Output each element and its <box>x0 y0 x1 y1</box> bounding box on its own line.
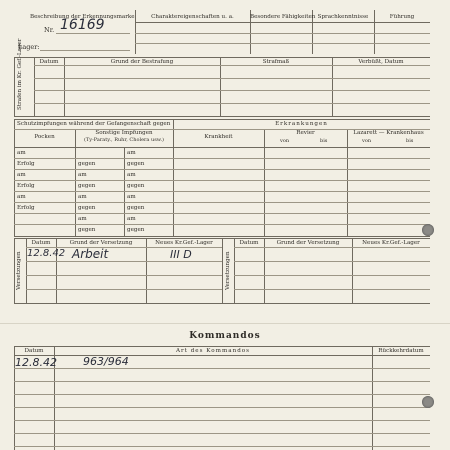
impf-row-7-b: am <box>127 216 136 222</box>
vers-entry-grund: Arbeit <box>72 247 109 261</box>
impf-row-3-a: am <box>78 172 87 178</box>
pocken-header: Pocken <box>34 134 55 140</box>
impf-row-8-b: gegen <box>127 227 145 233</box>
sonstige-subheader: (Ty-Paraty., Ruhr, Cholera usw.) <box>83 137 165 143</box>
vers-datum-header-right: Datum <box>239 240 259 246</box>
impf-row-7-a: am <box>78 216 87 222</box>
krankheit-header: Krankheit <box>204 134 233 140</box>
impf-row-8-a: gegen <box>78 227 96 233</box>
punch-hole-upper <box>422 224 434 236</box>
impf-row-2-a: gegen <box>78 161 96 167</box>
erkrankungen-title: Erkrankungen <box>275 121 328 127</box>
nr-value: 16169 <box>60 17 105 33</box>
impf-row-1-b: am <box>127 150 136 156</box>
vers-neues-header-right: Neues Kr.Gef.-Lager <box>362 240 420 246</box>
kommandos-title: Kommandos <box>189 331 261 341</box>
punch-hole-lower <box>422 396 434 408</box>
strafen-strafmass-header: Strafmaß <box>262 59 290 65</box>
kommandos-rueckkehr-header: Rückkehrdatum <box>378 348 424 354</box>
revier-bis: bis <box>320 138 328 144</box>
strafen-side-label: Strafen im Kr. Gef.-Lager <box>17 38 23 110</box>
fuehrung-header: Führung <box>389 14 415 20</box>
impfungen-title: Schutzimpfungen während der Gefangenschaft gegen <box>17 121 171 127</box>
vers-entry-neues: III D <box>170 248 192 261</box>
vers-datum-header-left: Datum <box>31 240 51 246</box>
nr-label: Nr. <box>44 26 55 34</box>
vers-entry-datum: 12.8.42 <box>27 248 66 259</box>
lazarett-von: von <box>362 138 372 144</box>
sonstige-header: Sonstige Impfungen <box>95 130 153 136</box>
kommandos-entry-datum: 12.8.42 <box>15 356 57 369</box>
lazarett-bis: bis <box>406 138 414 144</box>
fold-line <box>0 323 450 324</box>
impf-row-4-label: Erfolg <box>17 183 35 189</box>
charakter-header: Charaktereigenschaften u. a. <box>151 14 234 20</box>
vers-neues-header-left: Neues Kr.Gef.-Lager <box>155 240 213 246</box>
impf-row-3-label: am <box>17 172 26 178</box>
vers-grund-header-right: Grund der Versetzung <box>276 240 340 246</box>
impf-row-2-label: Erfolg <box>17 161 35 167</box>
impf-row-6-label: Erfolg <box>17 205 35 211</box>
impf-row-5-a: am <box>78 194 87 200</box>
kommandos-art-header: Art des Kommandos <box>175 348 251 354</box>
strafen-datum-header: Datum <box>39 59 59 65</box>
impf-row-3-b: am <box>127 172 136 178</box>
lazarett-header: Lazarett — Krankenhaus <box>353 130 424 136</box>
impf-row-6-b: gegen <box>127 205 145 211</box>
strafen-grund-header: Grund der Bestrafung <box>110 59 174 65</box>
kommandos-datum-header: Datum <box>24 348 44 354</box>
versetzungen-side-label-right: Versetzungen <box>225 251 231 290</box>
versetzungen-side-label-left: Versetzungen <box>16 251 22 290</box>
impf-row-2-b: gegen <box>127 161 145 167</box>
impf-row-6-a: gegen <box>78 205 96 211</box>
strafen-verbuesst-header: Verbüßt, Datum <box>358 59 404 65</box>
revier-header: Revier <box>296 130 315 136</box>
vers-grund-header-left: Grund der Versetzung <box>69 240 133 246</box>
kommandos-entry-art: 963/964 <box>83 355 129 368</box>
impf-row-1-label: am <box>17 150 26 156</box>
impf-row-5-label: am <box>17 194 26 200</box>
erkennungsmarke-label: Beschreibung der Erkennungsmarke <box>30 14 135 20</box>
impf-row-4-a: gegen <box>78 183 96 189</box>
impf-row-5-b: am <box>127 194 136 200</box>
faehigkeiten-header: Besondere Fähigkeiten <box>250 14 316 20</box>
impf-row-4-b: gegen <box>127 183 145 189</box>
lager-label: Lager: <box>18 43 40 51</box>
sprachkenntnisse-header: Sprachkenntnisse <box>317 14 369 20</box>
revier-von: von <box>280 138 290 144</box>
